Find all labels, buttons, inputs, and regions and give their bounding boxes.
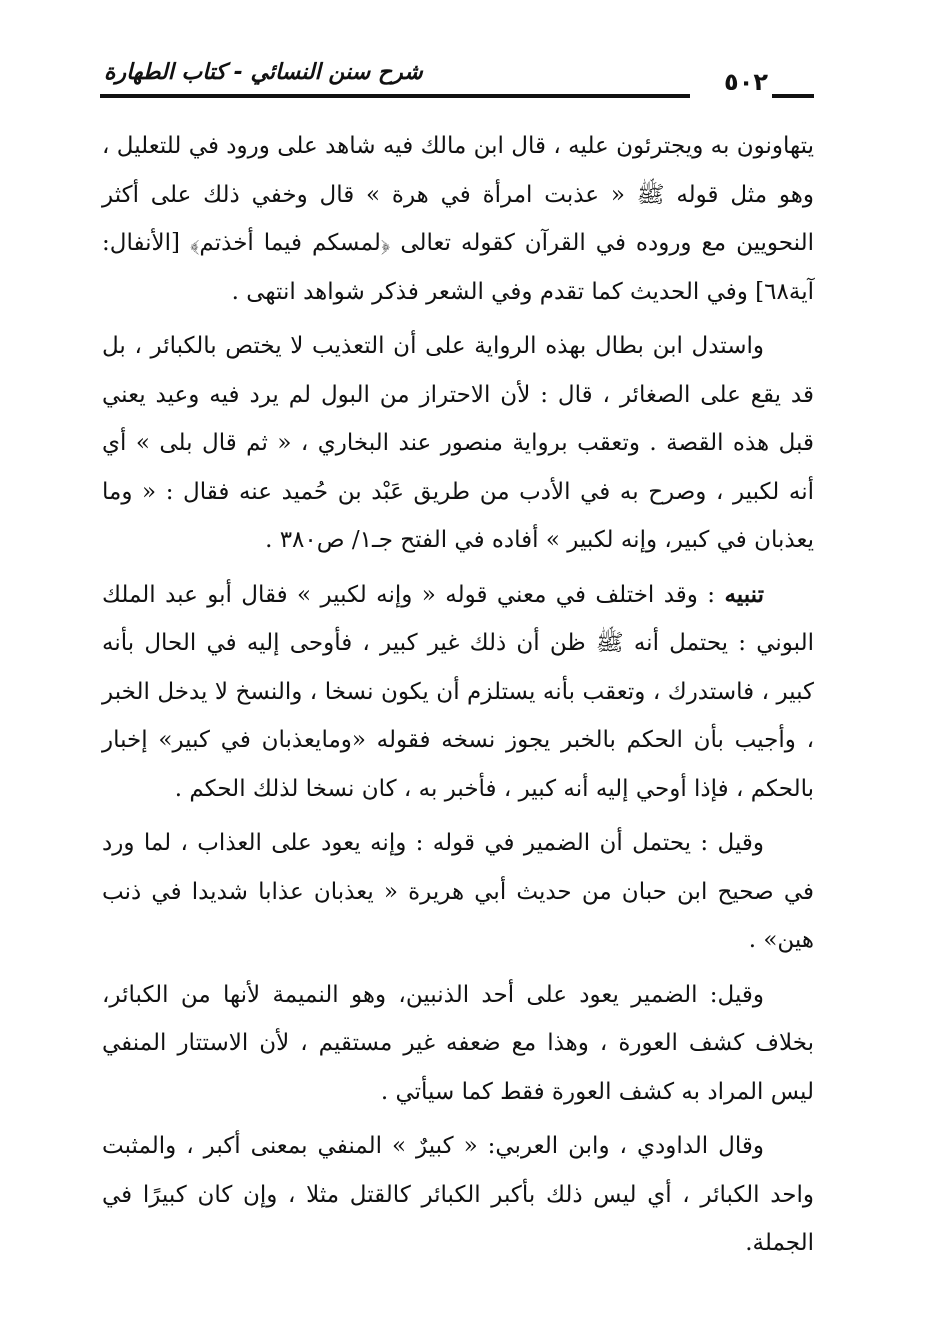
paragraph-1	[102, 122, 814, 316]
note-heading: تنبيه	[724, 580, 764, 608]
paragraph-text: وقيل: الضمير يعود على أحد الذنبين، وهو النميمة لأنها من الكبائر، بخلاف كشف العورة ، وهذا مع ضعفه غير مستقيم ، لأن الاستتار المنفي ليس المراد به كشف العورة فقط كما سيأتي .	[102, 981, 814, 1105]
paragraph-6	[102, 1122, 814, 1268]
running-title: شرح سنن النسائي - كتاب الطهارة	[104, 60, 423, 85]
paragraph-text: واستدل ابن بطال بهذه الرواية على أن التعذيب لا يختص بالكبائر ، بل قد يقع على الصغائر ، قال : لأن الاحتراز من البول لم يرد فيه وعيد يعني قبل هذه القصة . وتعقب برواية منصور عند البخاري ، « ثم قال بلى » أي أنه لكبير ، وصرح به في الأدب من طريق عَبْد بن حُميد عنه فقال : « وما يعذبان في كبير، وإنه لكبير » أفاده في الفتح جـ١/ ص٣٨٠ .	[102, 333, 814, 553]
main-text	[102, 122, 814, 1268]
paragraph-2	[102, 322, 814, 565]
paragraph-text: يتهاونون به ويجترئون عليه ، قال ابن مالك فيه شاهد على ورود في للتعليل ، وهو مثل قوله ﷺ « عذبت امرأة في هرة » قال وخفي ذلك على أكثر النحويين مع وروده في القرآن كقوله تعالى ﴿لمسكم فيما أخذتم﴾ [الأنفال: آية٦٨] وفي الحديث كما تقدم وفي الشعر فذكر شواهد انتهى .	[102, 133, 814, 305]
header-rule	[100, 94, 690, 98]
page-number: ٥٠٢	[724, 68, 768, 96]
paragraph-3	[102, 571, 814, 814]
paragraph-text: وقال الداودي ، وابن العربي: « كبيرٌ » المنفي بمعنى أكبر ، والمثبت واحد الكبائر ، أي ليس ذلك بأكبر الكبائر كالقتل مثلا ، وإن كان كبيرًا في الجملة.	[102, 1133, 814, 1256]
paragraph-5	[102, 971, 814, 1117]
header-rule-short	[772, 94, 814, 98]
paragraph-text: وقيل : يحتمل أن الضمير في قوله : وإنه يعود على العذاب ، لما ورد في صحيح ابن حبان من حديث أبي هريرة « يعذبان عذابا شديدا في ذنب هين» .	[102, 830, 814, 953]
paragraph-text: : وقد اختلف في معني قوله « وإنه لكبير » فقال أبو عبد الملك البوني : يحتمل أنه ﷺ ظن أن ذلك غير كبير ، فأوحى إليه في الحال بأنه كبير ، فاستدرك ، وتعقب بأنه يستلزم أن يكون نسخا ، والنسخ لا يدخل الخبر ، وأجيب بأن الحكم بالخبر يجوز نسخه فقوله «ومايعذبان في كبير» إخبار بالحكم ، فإذا أوحي إليه أنه كبير ، فأخبر به ، كان نسخا لذلك الحكم .	[102, 581, 814, 802]
paragraph-4	[102, 819, 814, 965]
page-header	[100, 58, 814, 106]
